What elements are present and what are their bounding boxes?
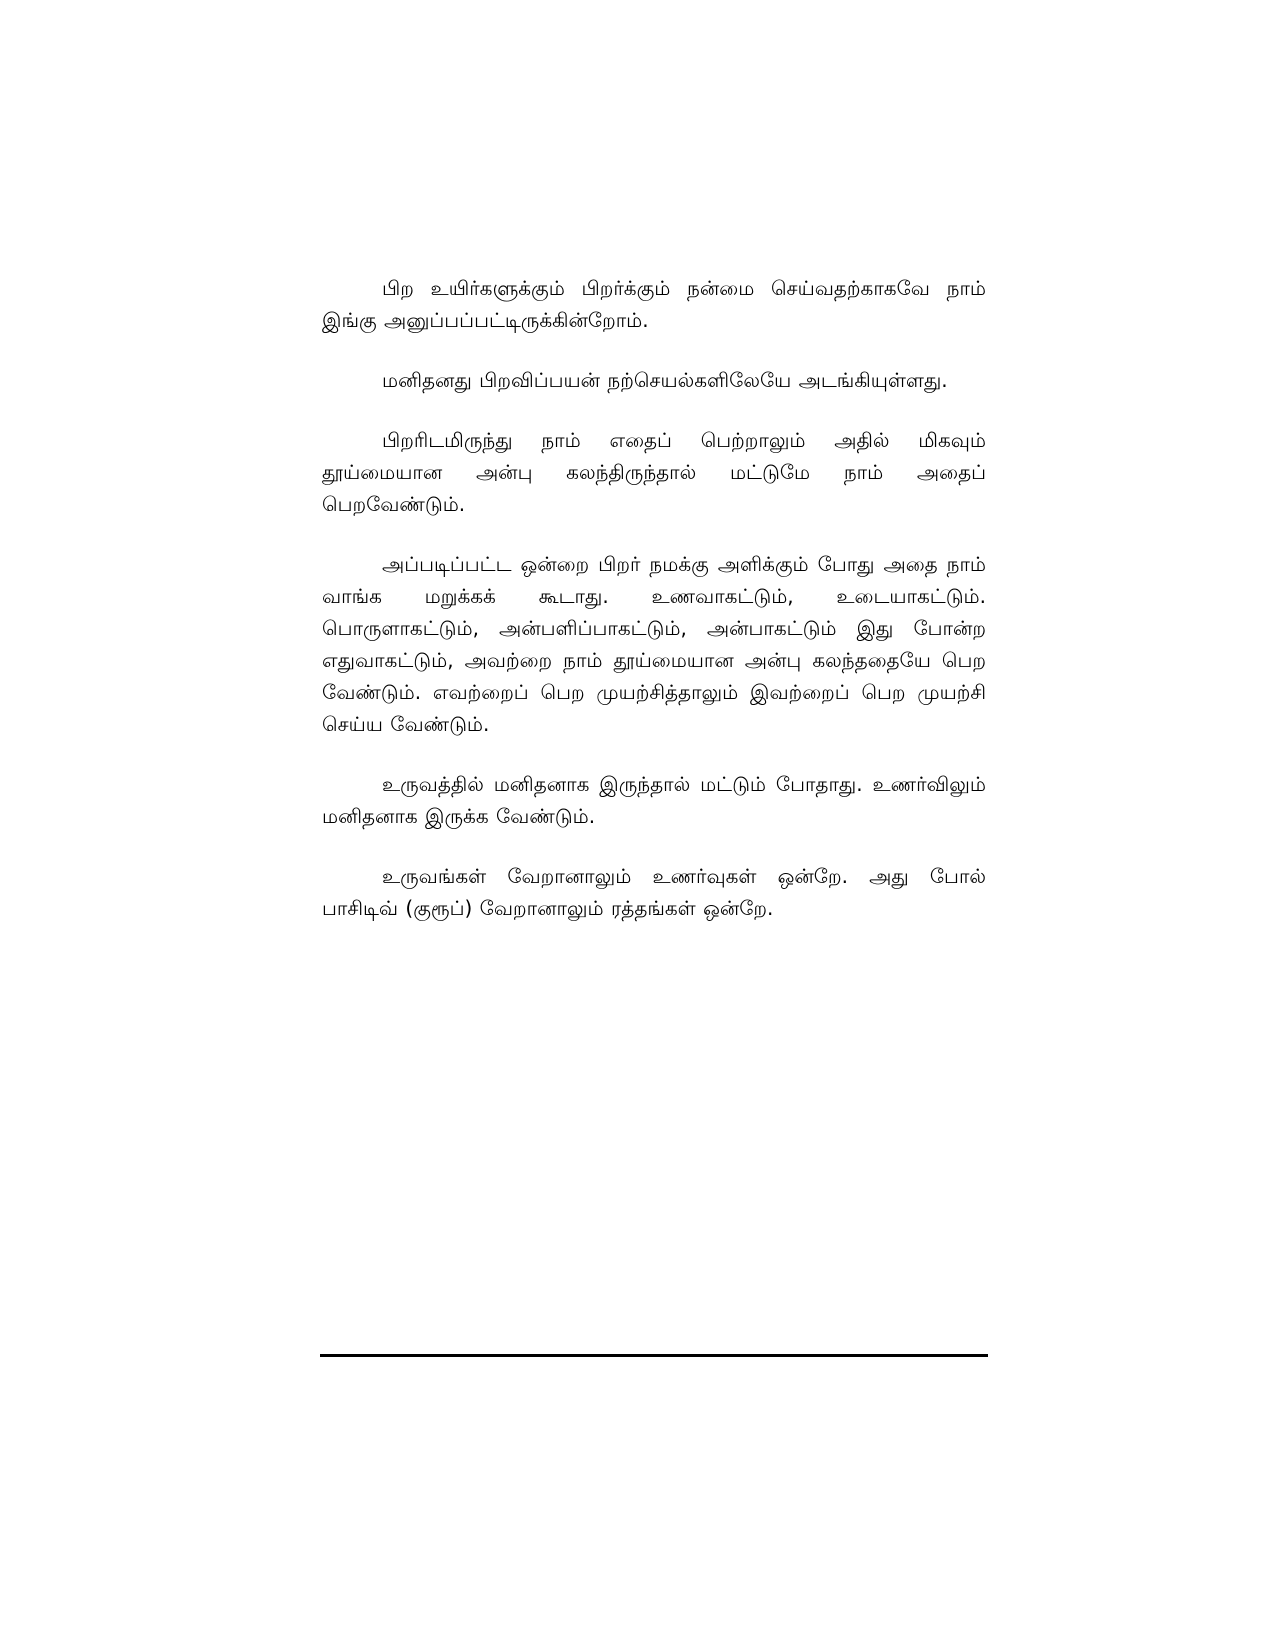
paragraph-6: உருவங்கள் வேறானாலும் உணர்வுகள் ஒன்றே. அது போல் பாசிடிவ் (குரூப்) வேறானாலும் ரத்தங்கள் ஒன்றே. xyxy=(322,864,986,920)
body-text xyxy=(322,272,986,952)
footer-divider xyxy=(320,1354,988,1357)
paragraph-4: அப்படிப்பட்ட ஒன்றை பிறர் நமக்கு அளிக்கும் போது அதை நாம் வாங்க மறுக்கக் கூடாது. உணவாகட்டும், உடையாகட்டும். பொருளாகட்டும், அன்பளிப்பாகட்டும், அன்பாகட்டும் இது போன்ற எதுவாகட்டும், அவற்றை நாம் தூய்மையான அன்பு கலந்ததையே பெற வேண்டும். எவற்றைப் பெற முயற்சித்தாலும் இவற்றைப் பெற முயற்சி செய்ய வேண்டும். xyxy=(322,552,986,736)
paragraph-3: பிறரிடமிருந்து நாம் எதைப் பெற்றாலும் அதில் மிகவும் தூய்மையான அன்பு கலந்திருந்தால் மட்டுமே நாம் அதைப் பெறவேண்டும். xyxy=(322,428,986,516)
paragraph-1: பிற உயிர்களுக்கும் பிறர்க்கும் நன்மை செய்வதற்காகவே நாம் இங்கு அனுப்பப்பட்டிருக்கின்றோம். xyxy=(322,276,986,332)
paragraph-5: உருவத்தில் மனிதனாக இருந்தால் மட்டும் போதாது. உணர்விலும் மனிதனாக இருக்க வேண்டும். xyxy=(322,772,986,828)
paragraph-2: மனிதனது பிறவிப்பயன் நற்செயல்களிலேயே அடங்கியுள்ளது. xyxy=(382,368,948,392)
